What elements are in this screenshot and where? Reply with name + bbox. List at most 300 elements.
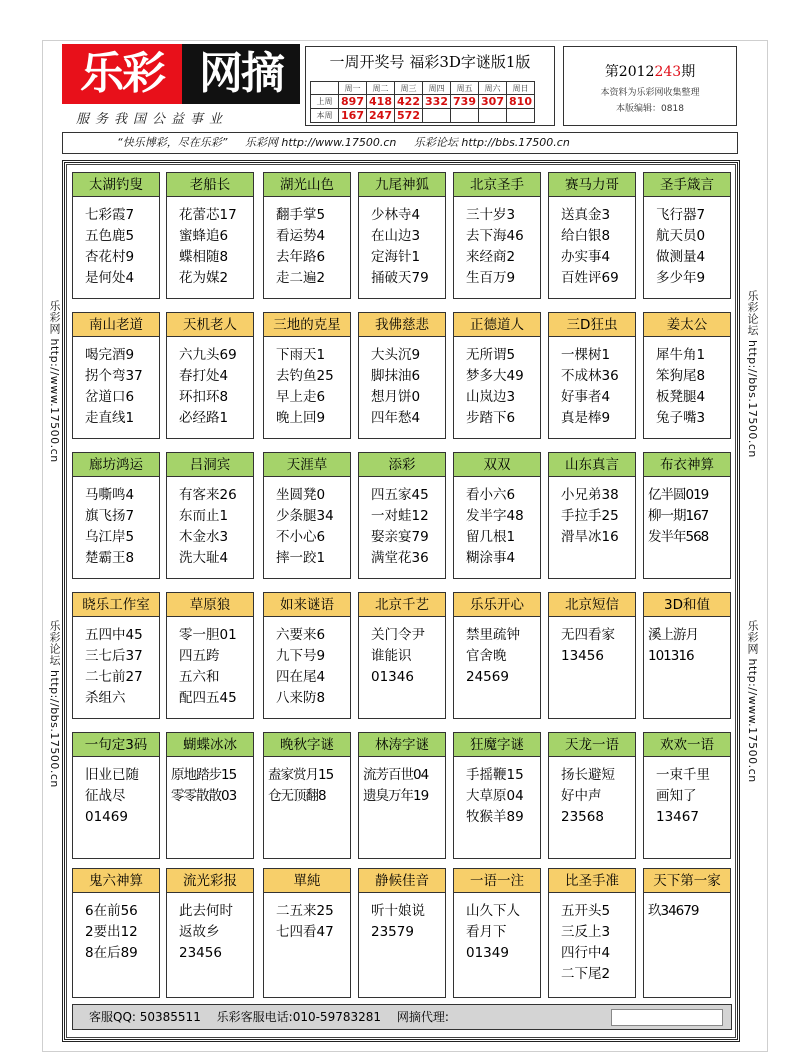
tipster-line: 四五家45 xyxy=(371,487,429,503)
tipster-line: 四行中4 xyxy=(561,945,611,961)
tipster-card xyxy=(358,312,446,439)
tipster-card xyxy=(263,312,351,439)
motto: “快乐博彩，尽在乐彩” xyxy=(117,136,228,149)
tipster-line: 发半年568 xyxy=(648,529,709,545)
tipster-line: 此去何时 xyxy=(179,903,233,919)
tipster-line: 飞行器7 xyxy=(656,207,706,223)
tipster-line: 流芳百世04 xyxy=(363,767,429,783)
tipster-name: 山东真言 xyxy=(549,453,635,477)
tipster-card xyxy=(263,868,351,998)
tipster-line: 23579 xyxy=(371,924,414,940)
tipster-line: 真是棒9 xyxy=(561,410,611,426)
tipster-line: 不小心6 xyxy=(276,529,326,545)
last-week-label: 上周 xyxy=(311,95,339,109)
tipster-lines xyxy=(73,893,159,964)
footer-bar xyxy=(72,1004,732,1030)
tipster-line: 仓无顶翻8 xyxy=(268,788,326,804)
tipster-line: 五色鹿5 xyxy=(85,228,135,244)
tipster-name: 鬼六神算 xyxy=(73,869,159,893)
tipster-line: 配四五45 xyxy=(179,690,237,706)
tipster-name: 廊坊鸿运 xyxy=(73,453,159,477)
tipster-name: 林涛字谜 xyxy=(359,733,445,757)
tipster-line: 盍家赏月15 xyxy=(268,767,334,783)
tipster-line: 一对蛙12 xyxy=(371,508,429,524)
tipster-line: 下雨天1 xyxy=(276,347,326,363)
tipster-card xyxy=(548,868,636,998)
tipster-name: 一句定3码 xyxy=(73,733,159,757)
tipster-name: 三D狂虫 xyxy=(549,313,635,337)
footer-agent: 网摘代理: xyxy=(396,1010,449,1024)
tipster-name: 天龙一语 xyxy=(549,733,635,757)
tipster-line: 01346 xyxy=(371,669,414,685)
day-label: 周四 xyxy=(423,82,451,95)
tipster-lines xyxy=(264,477,350,569)
tipster-line: 走直线1 xyxy=(85,410,135,426)
tipster-line: 拐个弯37 xyxy=(85,368,143,384)
tipster-line: 扬长避短 xyxy=(561,767,615,783)
period-box xyxy=(563,46,737,126)
tipster-line: 梦多大49 xyxy=(466,368,524,384)
tipster-line: 发半字48 xyxy=(466,508,524,524)
tipster-card xyxy=(643,592,731,719)
tipster-lines xyxy=(454,337,540,429)
day-label: 周六 xyxy=(479,82,507,95)
forum-link[interactable]: 乐彩论坛 http://bbs.17500.cn xyxy=(413,136,570,149)
tipster-name: 太湖钓叟 xyxy=(73,173,159,197)
draw-number: 422 xyxy=(395,95,423,109)
blank-cell xyxy=(311,82,339,95)
tipster-name: 天涯草 xyxy=(264,453,350,477)
tipster-lines xyxy=(264,757,350,807)
tipster-line: 24569 xyxy=(466,669,509,685)
tipster-name: 欢欢一语 xyxy=(644,733,730,757)
tipster-line: 杏花村9 xyxy=(85,249,135,265)
tipster-line: 征战尽 xyxy=(85,788,126,804)
tipster-card xyxy=(548,172,636,299)
tipster-card xyxy=(548,732,636,859)
tipster-name: 赛马力哥 xyxy=(549,173,635,197)
tipster-line: 五四中45 xyxy=(85,627,143,643)
tipster-line: 娶亲宴79 xyxy=(371,529,429,545)
tipster-lines xyxy=(644,477,730,548)
tipster-line: 来经商2 xyxy=(466,249,516,265)
tipster-line: 木金水3 xyxy=(179,529,229,545)
tipster-line: 小兄弟38 xyxy=(561,487,619,503)
side-text-left-bottom: 乐彩论坛 http://bbs.17500.cn xyxy=(48,620,61,788)
tipster-lines xyxy=(264,337,350,429)
tipster-line: 少条腿34 xyxy=(276,508,334,524)
tipster-line: 步踏下6 xyxy=(466,410,516,426)
tipster-line: 返故乡 xyxy=(179,924,220,940)
tipster-line: 定海针1 xyxy=(371,249,421,265)
tipster-card xyxy=(453,592,541,719)
tipster-line: 无所谓5 xyxy=(466,347,516,363)
tipster-line: 四五跨 xyxy=(179,648,220,664)
tipster-card xyxy=(166,592,254,719)
tipster-line: 8在后89 xyxy=(85,945,138,961)
footer-qq: 客服QQ: 50385511 xyxy=(89,1010,201,1024)
tipster-line: 好事者4 xyxy=(561,389,611,405)
tipster-line: 杀组六 xyxy=(85,690,126,706)
tipster-name: 南山老道 xyxy=(73,313,159,337)
logo-red: 乐彩 xyxy=(62,44,182,104)
tipster-lines xyxy=(549,757,635,828)
tipster-line: 花为媒2 xyxy=(179,270,229,286)
tipster-lines xyxy=(167,477,253,569)
tipster-line: 一束千里 xyxy=(656,767,710,783)
tipster-lines xyxy=(264,617,350,709)
tipster-line: 翻手掌5 xyxy=(276,207,326,223)
tipster-line: 23456 xyxy=(179,945,222,961)
tipster-card xyxy=(643,312,731,439)
tipster-lines xyxy=(454,893,540,964)
tipster-name: 北京短信 xyxy=(549,593,635,617)
tipster-line: 笨狗尾8 xyxy=(656,368,706,384)
tipster-line: 晚上回9 xyxy=(276,410,326,426)
tipster-line: 给白银8 xyxy=(561,228,611,244)
draw-number: 332 xyxy=(423,95,451,109)
tipster-lines xyxy=(264,893,350,943)
tipster-name: 正德道人 xyxy=(454,313,540,337)
tipster-line: 禁里疏钟 xyxy=(466,627,520,643)
tipster-line: 东而止1 xyxy=(179,508,229,524)
tipster-line: 乌江岸5 xyxy=(85,529,135,545)
tipster-line: 大头沉9 xyxy=(371,347,421,363)
issue-box xyxy=(305,46,555,126)
tipster-line: 三反上3 xyxy=(561,924,611,940)
tipster-line: 六九头69 xyxy=(179,347,237,363)
tipster-line: 走二遍2 xyxy=(276,270,326,286)
tipster-card xyxy=(263,592,351,719)
tipster-line: 有客来26 xyxy=(179,487,237,503)
draw-table xyxy=(310,81,535,123)
tipster-card xyxy=(548,592,636,719)
draw-number: 739 xyxy=(451,95,479,109)
tipster-line: 楚霸王8 xyxy=(85,550,135,566)
tipster-line: 七彩霞7 xyxy=(85,207,135,223)
draw-number: 307 xyxy=(479,95,507,109)
tipster-line: 听十娘说 xyxy=(371,903,425,919)
tipster-line: 13467 xyxy=(656,809,699,825)
tipster-line: 原地踏步15 xyxy=(171,767,237,783)
tipster-line: 谁能识 xyxy=(371,648,412,664)
tipster-name: 流光彩报 xyxy=(167,869,253,893)
tipster-line: 九下号9 xyxy=(276,648,326,664)
tipster-name: 双双 xyxy=(454,453,540,477)
tipster-lines xyxy=(167,893,253,964)
tipster-line: 不成林36 xyxy=(561,368,619,384)
tipster-line: 六要来6 xyxy=(276,627,326,643)
tipster-lines xyxy=(73,197,159,289)
tipster-lines xyxy=(359,893,445,943)
tipster-card xyxy=(453,452,541,579)
tipster-name: 3D和值 xyxy=(644,593,730,617)
agent-blank-field xyxy=(611,1009,723,1026)
tipster-lines xyxy=(454,477,540,569)
tipster-lines xyxy=(264,197,350,289)
tipster-name: 老船长 xyxy=(167,173,253,197)
tipster-line: 坐圆凳0 xyxy=(276,487,326,503)
tipster-card xyxy=(453,312,541,439)
tipster-card xyxy=(548,452,636,579)
logo xyxy=(62,44,300,104)
tipster-line: 01349 xyxy=(466,945,509,961)
tipster-line: 做测量4 xyxy=(656,249,706,265)
tipster-lines xyxy=(73,617,159,709)
tipster-line: 二五来25 xyxy=(276,903,334,919)
tipster-lines xyxy=(73,337,159,429)
tipster-lines xyxy=(644,893,730,922)
tipster-lines xyxy=(454,197,540,289)
tipster-line: 必经路1 xyxy=(179,410,229,426)
tipster-card xyxy=(643,868,731,998)
logo-black: 网摘 xyxy=(182,44,300,104)
tipster-line: 糊涂事4 xyxy=(466,550,516,566)
tipster-card xyxy=(263,172,351,299)
tipster-card xyxy=(263,452,351,579)
tipster-line: 2要出12 xyxy=(85,924,138,940)
tipster-card xyxy=(643,172,731,299)
tipster-lines xyxy=(359,337,445,429)
tipster-name: 如来谜语 xyxy=(264,593,350,617)
tipster-name: 圣手箴言 xyxy=(644,173,730,197)
this-week-label: 本周 xyxy=(311,109,339,123)
tipster-name: 我佛慈悲 xyxy=(359,313,445,337)
tipster-name: 布衣神算 xyxy=(644,453,730,477)
tipster-line: 溪上游月 xyxy=(648,627,698,643)
tipster-name: 單純 xyxy=(264,869,350,893)
draw-number: 572 xyxy=(395,109,423,123)
tipster-line: 春打处4 xyxy=(179,368,229,384)
tipster-name: 比圣手准 xyxy=(549,869,635,893)
editor-note: 本版编辑：0818 xyxy=(616,104,684,114)
tipster-card xyxy=(358,868,446,998)
tipster-line: 兔子嘴3 xyxy=(656,410,706,426)
tipster-line: 环扣环8 xyxy=(179,389,229,405)
tipster-name: 湖光山色 xyxy=(264,173,350,197)
tipster-lines xyxy=(359,477,445,569)
tipster-line: 航天员0 xyxy=(656,228,706,244)
tipster-line: 脚抹油6 xyxy=(371,368,421,384)
tipster-lines xyxy=(454,617,540,688)
issue-title: 一周开奖号 福彩3D字谜版1版 xyxy=(329,53,531,71)
tipster-line: 少林寺4 xyxy=(371,207,421,223)
draw-number xyxy=(479,109,507,123)
tipster-lines xyxy=(359,197,445,289)
tipster-name: 三地的克星 xyxy=(264,313,350,337)
tipster-name: 乐乐开心 xyxy=(454,593,540,617)
tipster-line: 滑旱冰16 xyxy=(561,529,619,545)
tipster-line: 无四看家 xyxy=(561,627,615,643)
draw-number xyxy=(423,109,451,123)
tipster-card xyxy=(358,592,446,719)
tipster-line: 牧猴羊89 xyxy=(466,809,524,825)
tipster-line: 蜜蜂追6 xyxy=(179,228,229,244)
tipster-card xyxy=(263,732,351,859)
tipster-line: 在山边3 xyxy=(371,228,421,244)
tipster-line: 捅破天79 xyxy=(371,270,429,286)
period-number: 第2012243期 xyxy=(604,64,696,80)
day-label: 周五 xyxy=(451,82,479,95)
tipster-lines xyxy=(644,197,730,289)
tipster-line: 三七后37 xyxy=(85,648,143,664)
tipster-card xyxy=(166,868,254,998)
footer-phone: 乐彩客服电话:010-59783281 xyxy=(216,1010,382,1024)
tipster-line: 去钓鱼25 xyxy=(276,368,334,384)
side-text-right-bottom: 乐彩网 http://www.17500.cn xyxy=(746,620,759,783)
draw-number: 167 xyxy=(339,109,367,123)
tipster-card xyxy=(72,452,160,579)
site-link[interactable]: 乐彩网 http://www.17500.cn xyxy=(244,136,397,149)
draw-number: 810 xyxy=(507,95,535,109)
tipster-lines xyxy=(549,617,635,667)
tipster-name: 姜太公 xyxy=(644,313,730,337)
tipster-line: 办实事4 xyxy=(561,249,611,265)
tipster-name: 天下第一家 xyxy=(644,869,730,893)
tipster-line: 遗臭万年19 xyxy=(363,788,429,804)
tipster-name: 天机老人 xyxy=(167,313,253,337)
tipster-line: 八来防8 xyxy=(276,690,326,706)
tipster-line: 13456 xyxy=(561,648,604,664)
draw-number xyxy=(451,109,479,123)
tipster-line: 玖34679 xyxy=(648,903,699,919)
tipster-line: 送真金3 xyxy=(561,207,611,223)
tipster-card xyxy=(166,452,254,579)
day-label: 周二 xyxy=(367,82,395,95)
tipster-line: 早上走6 xyxy=(276,389,326,405)
tipster-line: 洗大耻4 xyxy=(179,550,229,566)
tipster-line: 01469 xyxy=(85,809,128,825)
tipster-line: 是何处4 xyxy=(85,270,135,286)
tipster-lines xyxy=(359,757,445,807)
tipster-lines xyxy=(549,337,635,429)
tipster-line: 旧业已随 xyxy=(85,767,139,783)
tipster-card xyxy=(358,172,446,299)
tipster-line: 摔一跤1 xyxy=(276,550,326,566)
tipster-lines xyxy=(549,197,635,289)
tipster-name: 蝴蝶冰冰 xyxy=(167,733,253,757)
tipster-line: 手拉手25 xyxy=(561,508,619,524)
tipster-line: 一棵树1 xyxy=(561,347,611,363)
tipster-line: 马嘶鸣4 xyxy=(85,487,135,503)
tipster-line: 百姓评69 xyxy=(561,270,619,286)
source-note: 本资料为乐彩网收集整理 xyxy=(600,88,700,98)
tipster-line: 好中声 xyxy=(561,788,602,804)
day-label: 周三 xyxy=(395,82,423,95)
tipster-card xyxy=(166,312,254,439)
tipster-name: 吕洞宾 xyxy=(167,453,253,477)
tipster-card xyxy=(643,732,731,859)
tipster-lines xyxy=(73,757,159,828)
tipster-line: 三十岁3 xyxy=(466,207,516,223)
tipster-line: 二七前27 xyxy=(85,669,143,685)
tipster-lines xyxy=(644,337,730,429)
tipster-lines xyxy=(167,337,253,429)
tipster-line: 犀牛角1 xyxy=(656,347,706,363)
tipster-card xyxy=(453,868,541,998)
tipster-line: 多少年9 xyxy=(656,270,706,286)
tipster-line: 板凳腿4 xyxy=(656,389,706,405)
tipster-lines xyxy=(167,757,253,807)
tipster-line: 画知了 xyxy=(656,788,697,804)
tipster-line: 亿半圆019 xyxy=(648,487,709,503)
tipster-line: 手摇鞭15 xyxy=(466,767,524,783)
tipster-lines xyxy=(549,893,635,985)
tipster-line: 6在前56 xyxy=(85,903,138,919)
tipster-name: 北京千艺 xyxy=(359,593,445,617)
tipster-card xyxy=(643,452,731,579)
slogan: 服务我国公益事业 xyxy=(76,112,229,127)
tipster-card xyxy=(548,312,636,439)
tipster-line: 去年路6 xyxy=(276,249,326,265)
tipster-name: 狂魔字谜 xyxy=(454,733,540,757)
tipster-card xyxy=(72,172,160,299)
tipster-line: 零零散散03 xyxy=(171,788,237,804)
tipster-line: 零一胆01 xyxy=(179,627,237,643)
tipster-line: 去下海46 xyxy=(466,228,524,244)
day-label: 周一 xyxy=(339,82,367,95)
tipster-line: 满堂花36 xyxy=(371,550,429,566)
tipster-line: 看运势4 xyxy=(276,228,326,244)
tipster-line: 柳一期167 xyxy=(648,508,709,524)
tipster-line: 大草原04 xyxy=(466,788,524,804)
url-bar xyxy=(62,132,738,154)
tipster-lines xyxy=(454,757,540,828)
tipster-card xyxy=(72,312,160,439)
tipster-line: 留几根1 xyxy=(466,529,516,545)
tipster-name: 草原狼 xyxy=(167,593,253,617)
tipster-card xyxy=(166,172,254,299)
tipster-line: 关门令尹 xyxy=(371,627,425,643)
tipster-line: 喝完酒9 xyxy=(85,347,135,363)
tipster-line: 五六和 xyxy=(179,669,220,685)
tipster-line: 二下尾2 xyxy=(561,966,611,982)
tipster-lines xyxy=(167,617,253,709)
tipster-line: 想月饼0 xyxy=(371,389,421,405)
tipster-name: 静候佳音 xyxy=(359,869,445,893)
tipster-lines xyxy=(644,617,730,667)
tipster-lines xyxy=(73,477,159,569)
tipster-card xyxy=(358,452,446,579)
tipster-line: 山久下人 xyxy=(466,903,520,919)
draw-number: 247 xyxy=(367,109,395,123)
tipster-line: 看小六6 xyxy=(466,487,516,503)
tipster-line: 七四看47 xyxy=(276,924,334,940)
tipster-lines xyxy=(359,617,445,688)
day-label: 周日 xyxy=(507,82,535,95)
tipster-lines xyxy=(644,757,730,828)
side-text-left-top: 乐彩网 http://www.17500.cn xyxy=(48,300,61,463)
tipster-lines xyxy=(549,477,635,548)
tipster-card xyxy=(72,732,160,859)
tipster-line: 岔道口6 xyxy=(85,389,135,405)
draw-number: 897 xyxy=(339,95,367,109)
tipster-name: 北京圣手 xyxy=(454,173,540,197)
tipster-line: 四年愁4 xyxy=(371,410,421,426)
tipster-line: 五开头5 xyxy=(561,903,611,919)
tipster-line: 山岚边3 xyxy=(466,389,516,405)
tipster-name: 晚秋字谜 xyxy=(264,733,350,757)
tipster-line: 蝶相随8 xyxy=(179,249,229,265)
tipster-card xyxy=(453,172,541,299)
tipster-name: 一语一注 xyxy=(454,869,540,893)
tipster-name: 九尾神狐 xyxy=(359,173,445,197)
tipster-card xyxy=(72,868,160,998)
tipster-line: 101316 xyxy=(648,648,694,664)
tipster-line: 官舍晚 xyxy=(466,648,507,664)
draw-number: 418 xyxy=(367,95,395,109)
tipster-line: 花蕾芯17 xyxy=(179,207,237,223)
